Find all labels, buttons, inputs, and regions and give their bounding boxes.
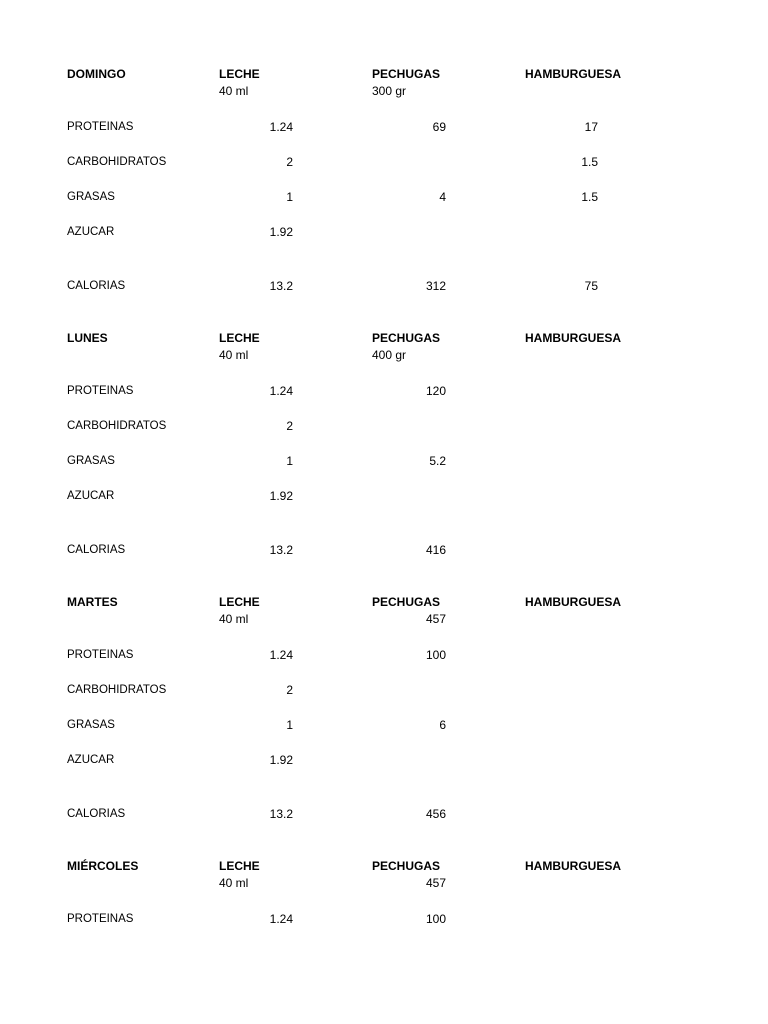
table-cell-value: 6 [439,718,446,732]
column-subheader: 40 ml [219,612,249,626]
column-header: HAMBURGUESA [525,67,621,81]
table-cell-value: 2 [286,155,293,169]
table-cell-value: 75 [584,279,598,293]
table-cell-value: 1 [286,718,293,732]
row-label: CALORIAS [67,808,126,820]
table-cell-value: 312 [425,279,446,293]
table-cell-value: 13.2 [269,279,293,293]
table-cell-value: 1.92 [269,753,293,767]
row-label: CARBOHIDRATOS [67,156,167,168]
table-cell-value: 1.92 [269,489,293,503]
column-header: HAMBURGUESA [525,331,621,345]
column-header: HAMBURGUESA [525,859,621,873]
row-label: CARBOHIDRATOS [67,420,167,432]
column-header: PECHUGAS [372,859,441,873]
column-subheader: 40 ml [219,84,249,98]
table-cell-value: 100 [425,912,446,926]
row-label: AZUCAR [67,226,115,238]
table-cell-value: 416 [425,543,446,557]
table-cell-value: 2 [286,419,293,433]
table-cell-value: 13.2 [269,807,293,821]
column-subheader: 457 [425,876,446,890]
row-label: PROTEINAS [67,385,134,397]
row-label: CALORIAS [67,280,126,292]
table-cell-value: 100 [425,648,446,662]
table-cell-value: 120 [425,384,446,398]
row-label: GRASAS [67,191,115,203]
table-cell-value: 4 [439,190,446,204]
table-cell-value: 1.24 [269,120,293,134]
column-header: PECHUGAS [372,595,441,609]
table-cell-value: 1 [286,190,293,204]
column-header: LECHE [219,595,260,609]
column-header: HAMBURGUESA [525,595,621,609]
column-subheader: 457 [425,612,446,626]
column-subheader: 40 ml [219,348,249,362]
table-cell-value: 1.24 [269,648,293,662]
table-cell-value: 1.5 [581,155,598,169]
column-header: LECHE [219,331,260,345]
table-cell-value: 69 [432,120,446,134]
column-header: PECHUGAS [372,67,441,81]
day-label: MARTES [67,595,118,609]
table-cell-value: 1 [286,454,293,468]
table-cell-value: 1.92 [269,225,293,239]
column-header: LECHE [219,67,260,81]
day-label: LUNES [67,331,108,345]
table-cell-value: 2 [286,683,293,697]
row-label: CARBOHIDRATOS [67,684,167,696]
row-label: PROTEINAS [67,649,134,661]
column-subheader: 40 ml [219,876,249,890]
table-cell-value: 456 [425,807,446,821]
row-label: PROTEINAS [67,913,134,925]
row-label: GRASAS [67,719,115,731]
row-label: AZUCAR [67,754,115,766]
day-label: DOMINGO [67,67,126,81]
column-subheader: 300 gr [372,84,407,98]
row-label: GRASAS [67,455,115,467]
table-cell-value: 5.2 [429,454,446,468]
row-label: PROTEINAS [67,121,134,133]
row-label: AZUCAR [67,490,115,502]
table-cell-value: 1.24 [269,912,293,926]
table-cell-value: 17 [584,120,598,134]
column-header: LECHE [219,859,260,873]
row-label: CALORIAS [67,544,126,556]
table-cell-value: 1.24 [269,384,293,398]
day-label: MIÉRCOLES [67,859,139,873]
table-cell-value: 1.5 [581,190,598,204]
table-cell-value: 13.2 [269,543,293,557]
column-subheader: 400 gr [372,348,407,362]
column-header: PECHUGAS [372,331,441,345]
